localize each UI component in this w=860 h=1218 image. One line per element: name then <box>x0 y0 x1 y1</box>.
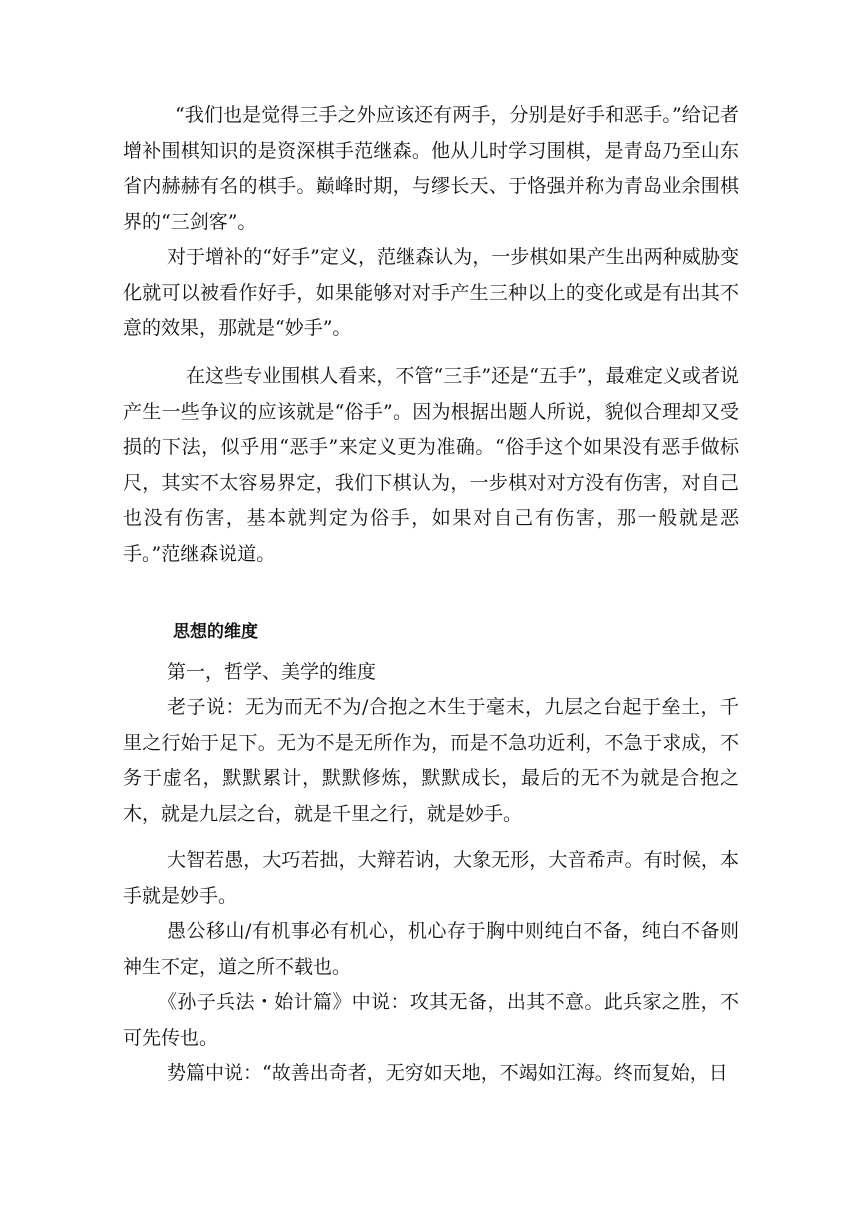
body-paragraph: 对于增补的“好手”定义，范继森认为，一步棋如果产生出两种威胁变化就可以被看作好手，如果能够对对手产生三种以上的变化或是有出其不意的效果，那就是“妙手”。 <box>123 246 739 339</box>
body-paragraph: 大智若愚，大巧若拙，大辩若讷，大象无形，大音希声。有时候，本手就是妙手。 <box>123 849 739 907</box>
body-paragraph: 在这些专业围棋人看来，不管“三手”还是“五手”，最难定义或者说产生一些争议的应该就是“俗手”。因为根据出题人所说，貌似合理却又受损的下法，似乎用“恶手”来定义更为准确。“俗手这个如果没有恶手做标尺，其实不太容易界定，我们下棋认为，一步棋对对方没有伤害，对自己也没有伤害，基本就判定为俗手，如果对自己有伤害，那一般就是恶手。”范继森说道。 <box>123 365 739 565</box>
body-paragraph: 势篇中说：“故善出奇者，无穷如天地，不竭如江海。终而复始，日 <box>167 1062 728 1084</box>
body-paragraph: 老子说：无为而无不为/合抱之木生于毫末，九层之台起于垒土，千里之行始于足下。无为不是无所作为，而是不急功近利，不急于求成，不务于虚名，默默累计，默默修炼，默默成长，最后的无不为就是合抱之木，就是九层之台，就是千里之行，就是妙手。 <box>123 696 739 825</box>
body-paragraph: 愚公移山/有机事必有机心，机心存于胸中则纯白不备，纯白不备则神生不定，道之所不载也。 <box>123 920 739 978</box>
body-paragraph: 《孙子兵法・始计篇》中说：攻其无备，出其不意。此兵家之胜，不可先传也。 <box>123 991 739 1049</box>
section-heading: 思想的维度 <box>173 622 258 642</box>
body-paragraph: “我们也是觉得三手之外应该还有两手，分别是好手和恶手。”给记者增补围棋知识的是资深棋手范继森。他从儿时学习围棋，是青岛乃至山东省内赫赫有名的棋手。巅峰时期，与缪长天、于恪强并称为青岛业余围棋界的“三剑客”。 <box>123 104 739 233</box>
subsection-title: 第一，哲学、美学的维度 <box>167 661 377 683</box>
